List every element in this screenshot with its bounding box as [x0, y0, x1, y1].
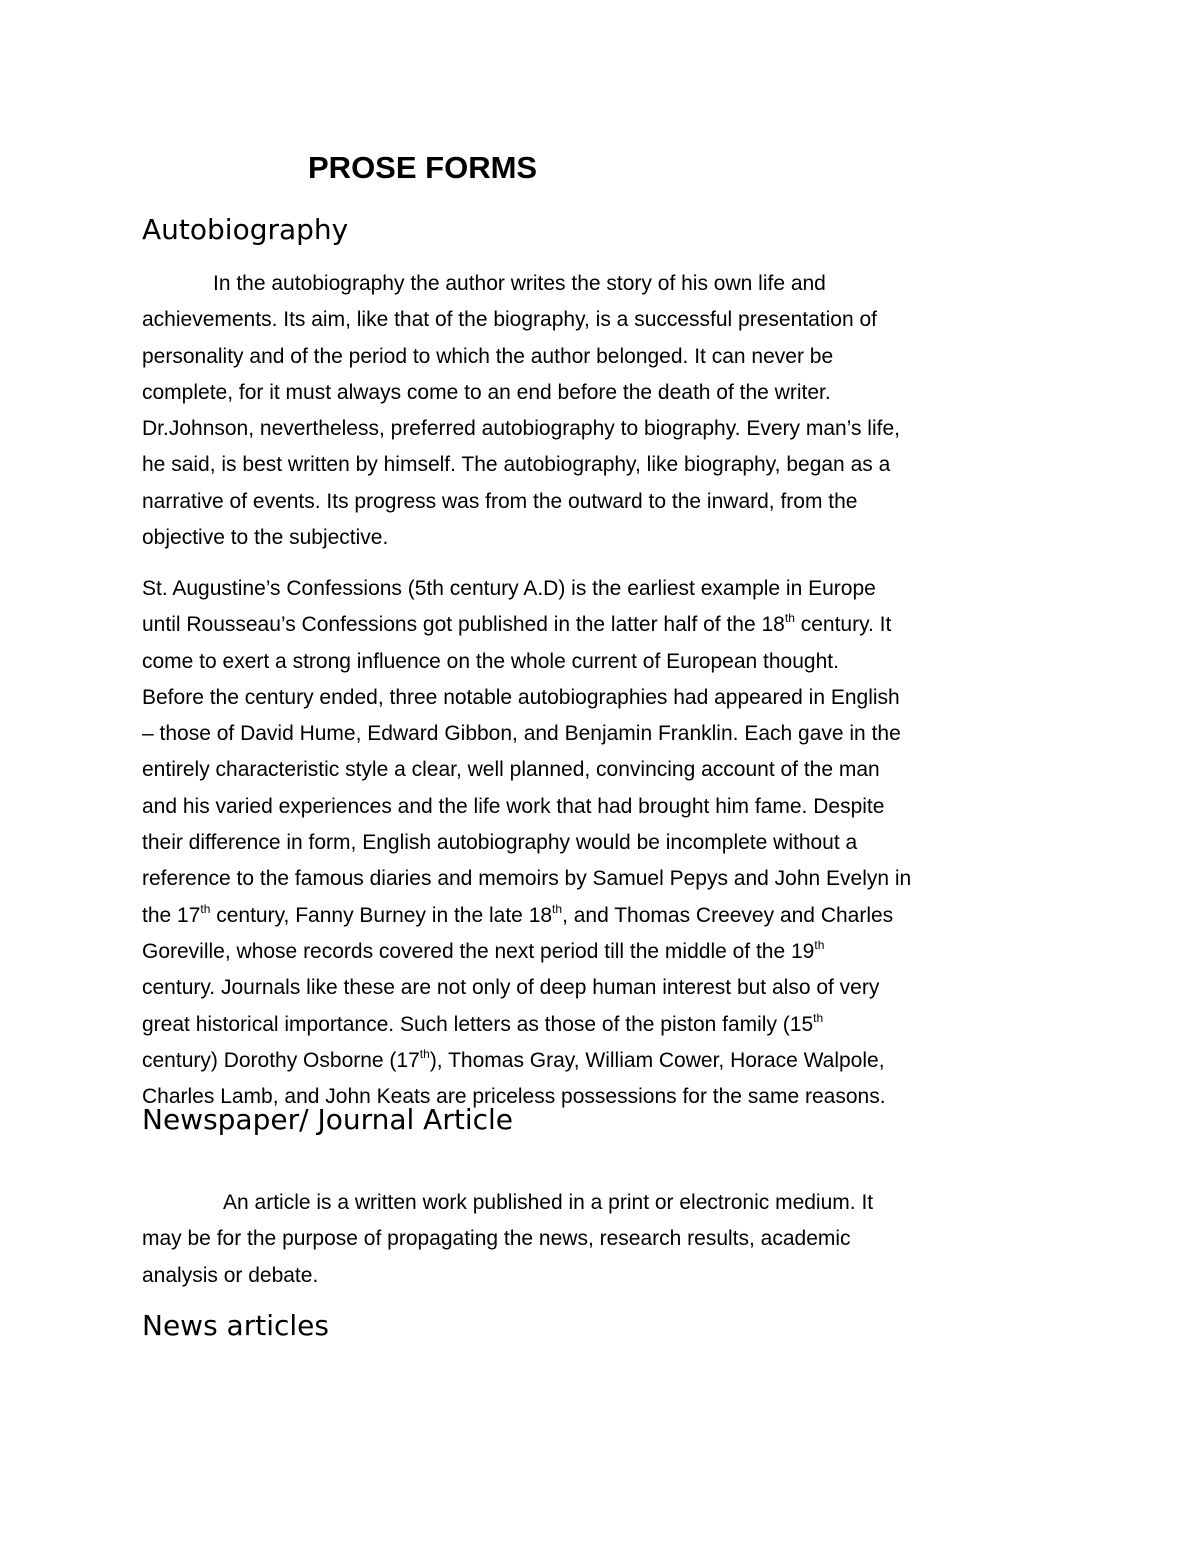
- text-line: [142, 898, 1057, 934]
- text-line: [142, 607, 1057, 643]
- text-line: Charles Lamb, and John Keats are priceless possessions for the same reasons.: [142, 1085, 886, 1109]
- text-line: achievements. Its aim, like that of the biography, is a successful presentation of: [142, 308, 877, 332]
- text-line: Before the century ended, three notable autobiographies had appeared in English: [142, 685, 900, 709]
- text-fragment: ), Thomas Gray, William Cower, Horace Walpole,: [429, 1048, 885, 1072]
- section-heading-news-articles: News articles: [142, 1309, 329, 1342]
- ordinal-suffix: th: [200, 901, 211, 916]
- text-fragment: century, Fanny Burney in the late 18: [210, 903, 553, 927]
- ordinal-suffix: th: [419, 1046, 430, 1061]
- section-heading-newspaper-journal-article: Newspaper/ Journal Article: [142, 1103, 513, 1136]
- page-title: PROSE FORMS: [308, 150, 538, 185]
- ordinal-suffix: th: [552, 901, 563, 916]
- text-line: he said, is best written by himself. The autobiography, like biography, began as a: [142, 453, 891, 477]
- section-heading-autobiography: Autobiography: [142, 213, 349, 246]
- text-line: may be for the purpose of propagating the news, research results, academic: [142, 1227, 851, 1251]
- text-line: In the autobiography the author writes the story of his own life and: [213, 272, 826, 295]
- text-line: St. Augustine’s Confessions (5th century A.D) is the earliest example in Europe: [142, 577, 876, 600]
- text-line: and his varied experiences and the life work that had brought him fame. Despite: [142, 794, 885, 818]
- text-line: entirely characteristic style a clear, well planned, convincing account of the man: [142, 758, 880, 782]
- text-line: [142, 1007, 1057, 1043]
- text-fragment: until Rousseau’s Confessions got published in the latter half of the 18: [142, 613, 785, 637]
- text-line: complete, for it must always come to an end before the death of the writer.: [142, 380, 831, 404]
- text-line: personality and of the period to which the author belonged. It can never be: [142, 344, 834, 368]
- text-line: An article is a written work published in a print or electronic medium. It: [223, 1191, 874, 1214]
- text-fragment: century) Dorothy Osborne (17: [142, 1048, 420, 1072]
- ordinal-suffix: th: [784, 611, 795, 626]
- ordinal-suffix: th: [814, 937, 825, 952]
- ordinal-suffix: th: [813, 1010, 824, 1025]
- text-fragment: , and Thomas Creevey and Charles: [562, 903, 894, 927]
- text-line: – those of David Hume, Edward Gibbon, and Benjamin Franklin. Each gave in the: [142, 722, 901, 746]
- text-fragment: great historical importance. Such letters as those of the piston family (15: [142, 1012, 814, 1036]
- text-fragment: century. It: [794, 613, 892, 637]
- text-line: objective to the subjective.: [142, 526, 389, 550]
- text-line: come to exert a strong influence on the whole current of European thought.: [142, 649, 839, 673]
- article-paragraph: [142, 1185, 1057, 1294]
- autobiography-paragraph-1: [142, 266, 1057, 556]
- text-line: Dr.Johnson, nevertheless, preferred autobiography to biography. Every man’s life,: [142, 417, 900, 441]
- text-line: narrative of events. Its progress was from the outward to the inward, from the: [142, 489, 858, 513]
- autobiography-paragraph-2: [142, 571, 1057, 1115]
- text-line: [142, 1043, 1057, 1079]
- text-line: reference to the famous diaries and memoirs by Samuel Pepys and John Evelyn in: [142, 867, 912, 891]
- text-fragment: the 17: [142, 903, 201, 927]
- text-line: analysis or debate.: [142, 1263, 319, 1287]
- text-line: century. Journals like these are not only of deep human interest but also of very: [142, 976, 880, 1000]
- text-line: their difference in form, English autobiography would be incomplete without a: [142, 831, 858, 855]
- text-fragment: Goreville, whose records covered the next period till the middle of the 19: [142, 939, 815, 963]
- text-line: [142, 934, 1057, 970]
